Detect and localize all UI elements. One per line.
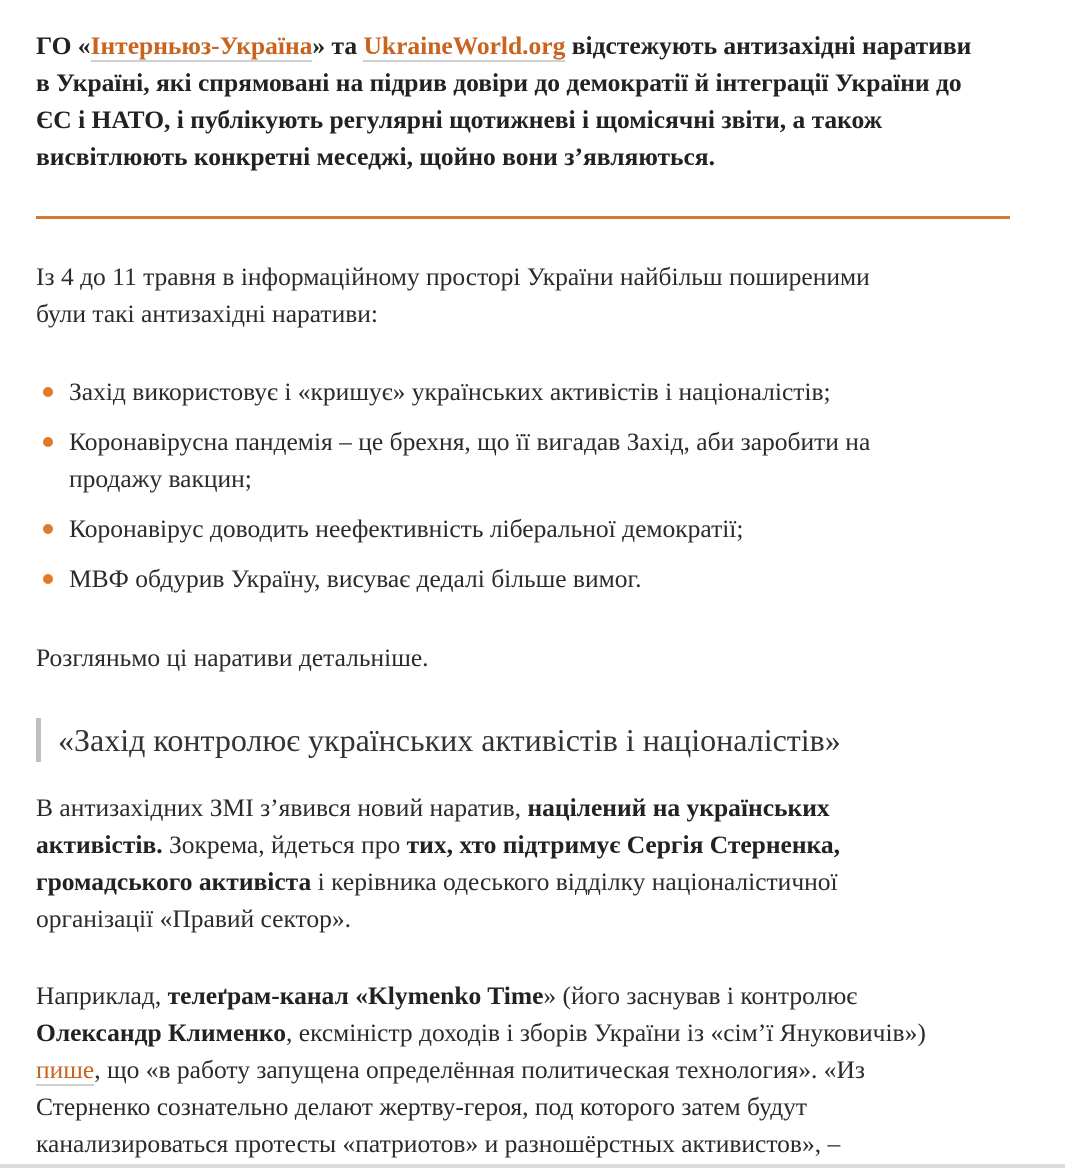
- text-line: [36, 1051, 926, 1088]
- inline-link[interactable]: UkraineWorld.org: [363, 31, 566, 60]
- text-segment: і керівника одеського відділку націоналістичної: [311, 867, 838, 896]
- text-segment: ЄС і НАТО, і публікують регулярні щотижневі і щомісячні звіти, а також: [36, 105, 883, 134]
- text-segment: організації «Правий сектор».: [36, 904, 351, 933]
- bold-text: активістів.: [36, 830, 163, 859]
- section-heading: «Захід контролює українських активістів і націоналістів»: [36, 718, 841, 762]
- bullet-icon: [43, 437, 53, 447]
- text-line: [36, 900, 840, 937]
- text-line: [36, 138, 971, 175]
- bold-text: громадського активіста: [36, 867, 312, 896]
- text-segment: Наприклад,: [36, 981, 168, 1010]
- text-segment: Стерненко сознательно делают жертву-героя, под которого затем будут: [36, 1092, 808, 1121]
- text-segment: В антизахідних ЗМІ з’явився новий наратив,: [36, 793, 528, 822]
- narrative-text: МВФ обдурив Україну, висуває дедалі більше вимог.: [69, 564, 642, 593]
- narrative-text: Коронавірусна пандемія – це брехня, що її вигадав Захід, аби заробити на: [69, 427, 871, 456]
- bold-text: телеґрам-канал «Klymenko Time: [167, 981, 544, 1010]
- text-line: [36, 826, 840, 863]
- text-line: [36, 1088, 926, 1125]
- section-paragraph-2: [36, 977, 926, 1162]
- transition-paragraph: [36, 639, 429, 676]
- divider: [36, 216, 1010, 219]
- text-segment: Із 4 до 11 травня в інформаційному просторі України найбільш поширеними: [36, 262, 870, 291]
- text-line: [36, 27, 971, 64]
- narrative-item: [36, 423, 870, 497]
- bullet-icon: [43, 387, 53, 397]
- text-segment: були такі антизахідні наративи:: [36, 299, 378, 328]
- summary-paragraph: [36, 258, 870, 332]
- text-line: [36, 789, 840, 826]
- narrative-text: Захід використовує і «кришує» українських активістів і націоналістів;: [69, 377, 831, 406]
- bottom-border: [0, 1164, 1065, 1168]
- narrative-item: [36, 373, 870, 410]
- inline-link[interactable]: пише: [36, 1055, 95, 1084]
- intro-paragraph: [36, 27, 971, 175]
- text-line: [36, 639, 429, 676]
- text-segment: Розгляньмо ці наративи детальніше.: [36, 643, 429, 672]
- text-line: [36, 64, 971, 101]
- bold-text: Олександр Клименко: [36, 1018, 287, 1047]
- text-segment: » (його заснував і контролює: [543, 981, 858, 1010]
- text-line: [36, 101, 971, 138]
- text-segment: , що «в работу запущена определённая политическая технология». «Из: [94, 1055, 865, 1084]
- text-line: [36, 258, 870, 295]
- narrative-item: [36, 560, 870, 597]
- text-line: [36, 1125, 926, 1162]
- bold-text: тих, хто підтримує Сергія Стерненка,: [406, 830, 840, 859]
- text-segment: відстежують антизахідні наративи: [565, 31, 972, 60]
- bold-text: націлений на українських: [527, 793, 830, 822]
- text-segment: , ексміністр доходів і зборів України із «сім’ї Януковичів»): [286, 1018, 926, 1047]
- text-line: [36, 863, 840, 900]
- narrative-item: [36, 510, 870, 547]
- bullet-icon: [43, 574, 53, 584]
- text-segment: в Україні, які спрямовані на підрив довіри до демократії й інтеграції України до: [36, 68, 962, 97]
- text-line: [36, 295, 870, 332]
- text-segment: канализироваться протесты «патриотов» и разношёрстных активистов», –: [36, 1129, 841, 1158]
- text-segment: » та: [312, 31, 364, 60]
- section-paragraph-1: [36, 789, 840, 937]
- text-segment: висвітлюють конкретні меседжі, щойно вони з’являються.: [36, 142, 715, 171]
- inline-link[interactable]: Інтерньюз-Україна: [90, 31, 313, 60]
- text-segment: ГО «: [36, 31, 91, 60]
- text-line: [36, 1014, 926, 1051]
- narrative-text: продажу вакцин;: [69, 464, 252, 493]
- narrative-text: Коронавірус доводить неефективність ліберальної демократії;: [69, 514, 744, 543]
- text-segment: Зокрема, йдеться про: [162, 830, 407, 859]
- text-line: [36, 977, 926, 1014]
- bullet-icon: [43, 524, 53, 534]
- narratives-list: [36, 373, 870, 610]
